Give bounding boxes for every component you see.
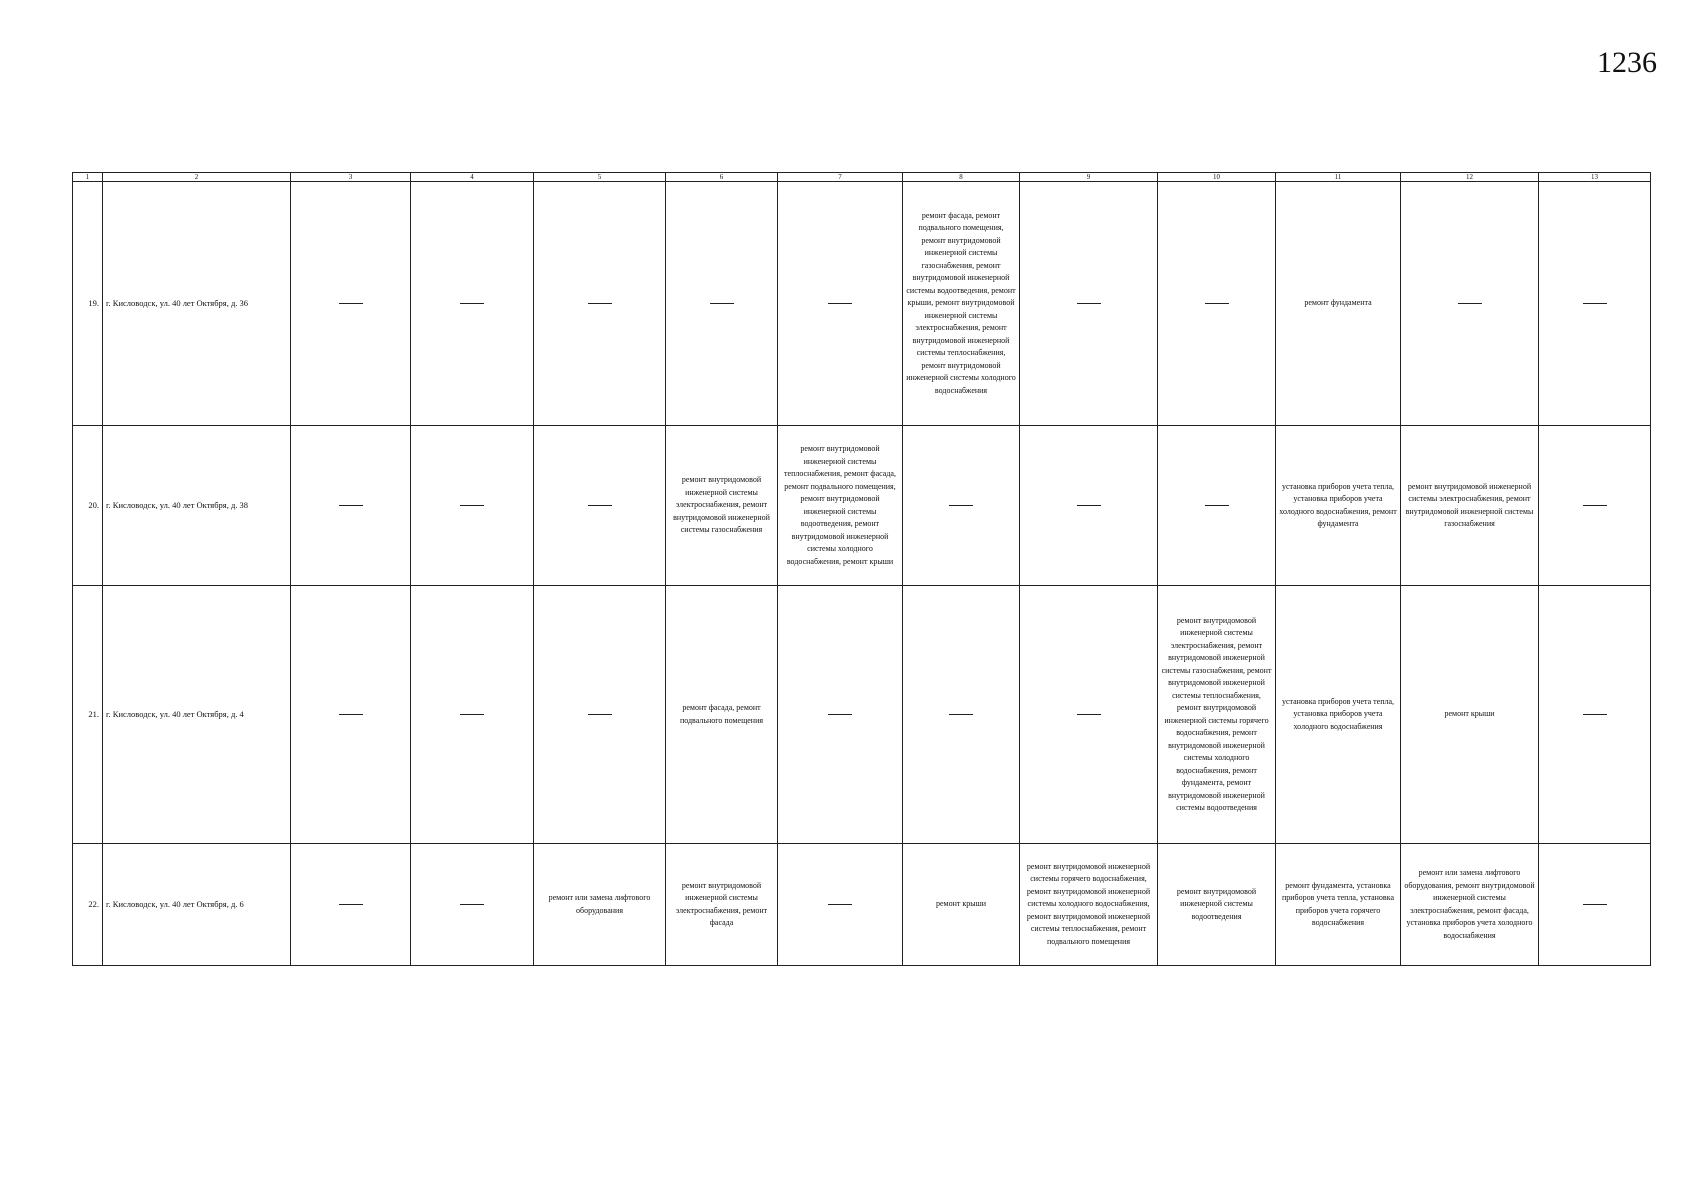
- work-cell: ремонт внутридомовой инженерной системы электроснабжения, ремонт внутридомовой инженерной системы газоснабжения, ремонт внутридомовой инженерной системы теплоснабжения, ремонт внутридомовой инженерной системы горячего водоснабжения, ремонт внутридомовой инженерной системы холодного водоснабжения, ремонт фундамента, ремонт внутридомовой инженерной системы водоотведения: [1158, 586, 1276, 844]
- dash-mark: [1583, 714, 1607, 715]
- row-number: 19.: [73, 182, 103, 426]
- row-address: г. Кисловодск, ул. 40 лет Октября, д. 6: [103, 844, 291, 966]
- column-number-row: [73, 173, 1651, 182]
- empty-cell: [1158, 426, 1276, 586]
- dash-mark: [339, 303, 363, 304]
- empty-cell: [1539, 586, 1651, 844]
- dash-mark: [460, 303, 484, 304]
- work-cell: ремонт фундамента, установка приборов учета тепла, установка приборов учета горячего водоснабжения: [1276, 844, 1401, 966]
- dash-mark: [460, 505, 484, 506]
- work-cell: ремонт внутридомовой инженерной системы электроснабжения, ремонт фасада: [666, 844, 778, 966]
- work-cell: ремонт внутридомовой инженерной системы водоотведения: [1158, 844, 1276, 966]
- row-address: г. Кисловодск, ул. 40 лет Октября, д. 4: [103, 586, 291, 844]
- work-cell: ремонт внутридомовой инженерной системы теплоснабжения, ремонт фасада, ремонт подвального помещения, ремонт внутридомовой инженерной системы водоотведения, ремонт внутридомовой инженерной системы холодного водоснабжения, ремонт крыши: [778, 426, 903, 586]
- column-header: 5: [534, 173, 666, 182]
- work-cell: ремонт или замена лифтового оборудования: [534, 844, 666, 966]
- column-header: 8: [903, 173, 1020, 182]
- empty-cell: [903, 426, 1020, 586]
- dash-mark: [1077, 714, 1101, 715]
- dash-mark: [828, 714, 852, 715]
- empty-cell: [1401, 182, 1539, 426]
- row-number: 20.: [73, 426, 103, 586]
- dash-mark: [828, 303, 852, 304]
- empty-cell: [1020, 586, 1158, 844]
- empty-cell: [1539, 426, 1651, 586]
- empty-cell: [1539, 182, 1651, 426]
- dash-mark: [1077, 303, 1101, 304]
- work-cell: ремонт крыши: [1401, 586, 1539, 844]
- empty-cell: [291, 182, 411, 426]
- empty-cell: [778, 586, 903, 844]
- dash-mark: [460, 904, 484, 905]
- dash-mark: [588, 505, 612, 506]
- empty-cell: [534, 182, 666, 426]
- column-header: 1: [73, 173, 103, 182]
- column-header: 6: [666, 173, 778, 182]
- work-cell: ремонт фундамента: [1276, 182, 1401, 426]
- capital-repair-table: [72, 172, 1651, 966]
- table-row: [73, 426, 1651, 586]
- dash-mark: [1583, 505, 1607, 506]
- column-header: 10: [1158, 173, 1276, 182]
- dash-mark: [588, 714, 612, 715]
- work-cell: установка приборов учета тепла, установка приборов учета холодного водоснабжения: [1276, 586, 1401, 844]
- empty-cell: [291, 426, 411, 586]
- empty-cell: [1020, 182, 1158, 426]
- dash-mark: [949, 505, 973, 506]
- row-number: 22.: [73, 844, 103, 966]
- table-row: [73, 182, 1651, 426]
- work-cell: ремонт внутридомовой инженерной системы электроснабжения, ремонт внутридомовой инженерной системы газоснабжения: [666, 426, 778, 586]
- dash-mark: [588, 303, 612, 304]
- empty-cell: [903, 586, 1020, 844]
- empty-cell: [666, 182, 778, 426]
- empty-cell: [534, 586, 666, 844]
- empty-cell: [1158, 182, 1276, 426]
- work-cell: ремонт внутридомовой инженерной системы горячего водоснабжения, ремонт внутридомовой инженерной системы холодного водоснабжения, ремонт внутридомовой инженерной системы теплоснабжения, ремонт подвального помещения: [1020, 844, 1158, 966]
- table-body: [73, 173, 1651, 966]
- empty-cell: [778, 182, 903, 426]
- column-header: 9: [1020, 173, 1158, 182]
- dash-mark: [339, 505, 363, 506]
- empty-cell: [411, 844, 534, 966]
- dash-mark: [1583, 303, 1607, 304]
- empty-cell: [411, 426, 534, 586]
- work-cell: ремонт фасада, ремонт подвального помещения: [666, 586, 778, 844]
- work-cell: ремонт внутридомовой инженерной системы электроснабжения, ремонт внутридомовой инженерной системы газоснабжения: [1401, 426, 1539, 586]
- table-row: [73, 844, 1651, 966]
- work-cell: ремонт или замена лифтового оборудования, ремонт внутридомовой инженерной системы электроснабжения, ремонт фасада, установка приборов учета холодного водоснабжения: [1401, 844, 1539, 966]
- row-address: г. Кисловодск, ул. 40 лет Октября, д. 38: [103, 426, 291, 586]
- empty-cell: [1020, 426, 1158, 586]
- page-number: 1236: [1597, 46, 1657, 79]
- dash-mark: [1458, 303, 1482, 304]
- column-header: 13: [1539, 173, 1651, 182]
- work-cell: установка приборов учета тепла, установка приборов учета холодного водоснабжения, ремонт фундамента: [1276, 426, 1401, 586]
- column-header: 7: [778, 173, 903, 182]
- work-cell: ремонт крыши: [903, 844, 1020, 966]
- dash-mark: [828, 904, 852, 905]
- dash-mark: [339, 714, 363, 715]
- empty-cell: [291, 586, 411, 844]
- empty-cell: [1539, 844, 1651, 966]
- dash-mark: [710, 303, 734, 304]
- dash-mark: [1583, 904, 1607, 905]
- column-header: 11: [1276, 173, 1401, 182]
- dash-mark: [1205, 505, 1229, 506]
- dash-mark: [339, 904, 363, 905]
- row-number: 21.: [73, 586, 103, 844]
- empty-cell: [411, 586, 534, 844]
- dash-mark: [1205, 303, 1229, 304]
- column-header: 4: [411, 173, 534, 182]
- empty-cell: [778, 844, 903, 966]
- empty-cell: [534, 426, 666, 586]
- column-header: 3: [291, 173, 411, 182]
- dash-mark: [949, 714, 973, 715]
- row-address: г. Кисловодск, ул. 40 лет Октября, д. 36: [103, 182, 291, 426]
- empty-cell: [291, 844, 411, 966]
- column-header: 12: [1401, 173, 1539, 182]
- column-header: 2: [103, 173, 291, 182]
- table-row: [73, 586, 1651, 844]
- empty-cell: [411, 182, 534, 426]
- dash-mark: [1077, 505, 1101, 506]
- work-cell: ремонт фасада, ремонт подвального помещения, ремонт внутридомовой инженерной системы газоснабжения, ремонт внутридомовой инженерной системы водоотведения, ремонт крыши, ремонт внутридомовой инженерной системы электроснабжения, ремонт внутридомовой инженерной системы теплоснабжения, ремонт внутридомовой инженерной системы холодного водоснабжения: [903, 182, 1020, 426]
- dash-mark: [460, 714, 484, 715]
